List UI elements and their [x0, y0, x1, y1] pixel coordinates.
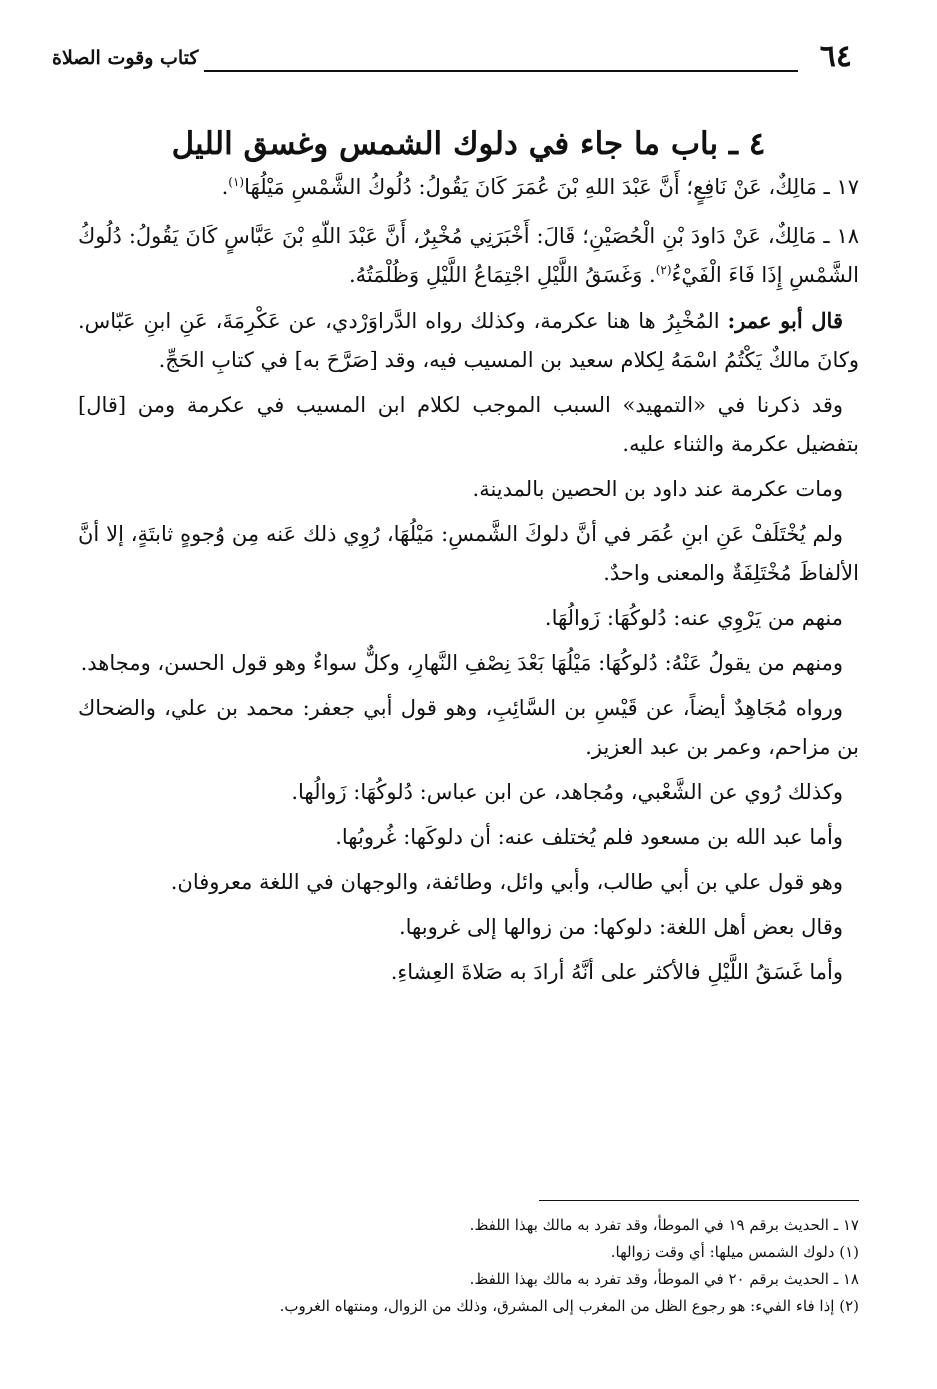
commentary-paragraph: وهو قول علي بن أبي طالب، وأبي وائل، وطائفة، والوجهان في اللغة معروفان.	[170, 870, 843, 894]
commentary-lead: قال أبو عمر:	[727, 308, 843, 333]
commentary-paragraph: وأما غَسَقُ اللَّيْلِ فالأكثر على أنَّهُ أرادَ به صَلاةَ العِشاءِ.	[390, 960, 843, 984]
hadith-18-text: ١٨ ـ مَالِكٌ، عَنْ دَاودَ بْنِ الْحُصَيْنِ؛ قَالَ: أَخْبَرَنِي مُخْبِرٌ، أَنَّ عَبْدَ اللّهِ بْنَ عَبَّاسٍ كَانَ يَقُولُ: دُلُوكُ الشَّمْسِ إِذَا فَاءَ الْفَيْءُ	[78, 224, 859, 287]
commentary-paragraph	[78, 301, 859, 380]
hadith-17	[78, 168, 859, 207]
commentary-paragraph: منهم من يَرْوِي عنه: دُلوكُهَا: زَوالُهَا.	[544, 606, 843, 630]
footnote-item: ١٨ ـ الحديث برقم ٢٠ في الموطأ، وقد تفرد به مالك بهذا اللفظ.	[469, 1270, 859, 1288]
hadith-17-text: ١٧ ـ مَالِكٌ، عَنْ نَافِعٍ؛ أَنَّ عَبْدَ اللهِ بْنَ عُمَرَ كَانَ يَقُولُ: دُلُوكُ الشَّمْسِ مَيْلُهَا	[244, 175, 859, 199]
commentary-paragraph: وقد ذكرنا في «التمهيد» السبب الموجب لكلام ابن المسيب في عكرمة ومن [قال] بتفضيل عكرمة والثناء عليه.	[78, 393, 859, 456]
hadith-17-end: .	[221, 175, 229, 199]
hadith-18	[78, 217, 859, 295]
commentary-paragraph: ومنهم من يقولُ عَنْهُ: دُلوكُهَا: مَيْلُهَا بَعْدَ نِصْفِ النَّهارِ، وكلٌّ سواءٌ وهو قول الحسن، ومجاهد.	[80, 651, 843, 675]
footnote-item: (٢) إذا فاء الفيء: هو رجوع الظل من المغرب إلى المشرق، وذلك من الزوال، ومنتهاه الغروب.	[279, 1297, 859, 1315]
running-header	[52, 40, 852, 78]
commentary-paragraph: وقال بعض أهل اللغة: دلوكها: من زوالها إلى غروبها.	[398, 915, 843, 939]
main-text	[78, 168, 859, 998]
footnotes	[78, 1212, 859, 1320]
page-number: ٦٤	[819, 39, 852, 74]
footnote-rule	[539, 1200, 859, 1201]
commentary-text: المُخْبِرُ ها هنا عكرمة، وكذلك رواه الدَّراوَرْدي، عن عَكْرِمَةَ، عَنِ ابنِ عَبّاس. وكانَ مالكٌ يَكْتُمُ اسْمَهُ لِكلام سعيد بن المسيب فيه، وقد [صَرَّحَ به] في كتابِ الحَجِّ.	[78, 309, 859, 372]
chapter-title: ٤ ـ باب ما جاء في دلوك الشمس وغسق الليل	[171, 126, 766, 162]
header-rule	[204, 70, 798, 72]
commentary-paragraph: وكذلك رُوي عن الشَّعْبي، ومُجاهد، عن ابن عباس: دُلوكُهَا: زَوالُها.	[291, 780, 843, 804]
commentary-paragraph: ورواه مُجَاهِدٌ أيضاً، عن قَيْسِ بن السَّائِبِ، وهو قول أبي جعفر: محمد بن علي، والضحاك بن مزاحم، وعمر بن عبد العزيز.	[78, 696, 859, 759]
footnote-item: ١٧ ـ الحديث برقم ١٩ في الموطأ، وقد تفرد به مالك بهذا اللفظ.	[469, 1216, 859, 1234]
footnote-ref-1[interactable]: (١)	[228, 175, 245, 189]
footnote-ref-2[interactable]: (٢)	[655, 263, 672, 277]
commentary-paragraph: ومات عكرمة عند داود بن الحصين بالمدينة.	[472, 477, 843, 501]
commentary-paragraph: ولم يُخْتَلَفْ عَنِ ابنِ عُمَر في أنَّ دلوكَ الشَّمسِ: مَيْلُهَا، رُوِي ذلك عَنه مِن وُجوهٍ ثابتَةٍ، إلا أنَّ الألفاظَ مُخْتَلِفَةٌ والمعنى واحدٌ.	[78, 522, 859, 585]
book-title: كتاب وقوت الصلاة	[52, 47, 199, 69]
footnote-item: (١) دلوك الشمس ميلها: أي وقت زوالها.	[610, 1243, 859, 1261]
commentary-paragraph: وأما عبد الله بن مسعود فلم يُختلف عنه: أن دلوكَها: غُروبُها.	[335, 825, 843, 849]
hadith-18-end: . وَغَسَقُ اللَّيْلِ اجْتِمَاعُ اللَّيْلِ وَظُلْمَتُهُ.	[348, 263, 656, 287]
